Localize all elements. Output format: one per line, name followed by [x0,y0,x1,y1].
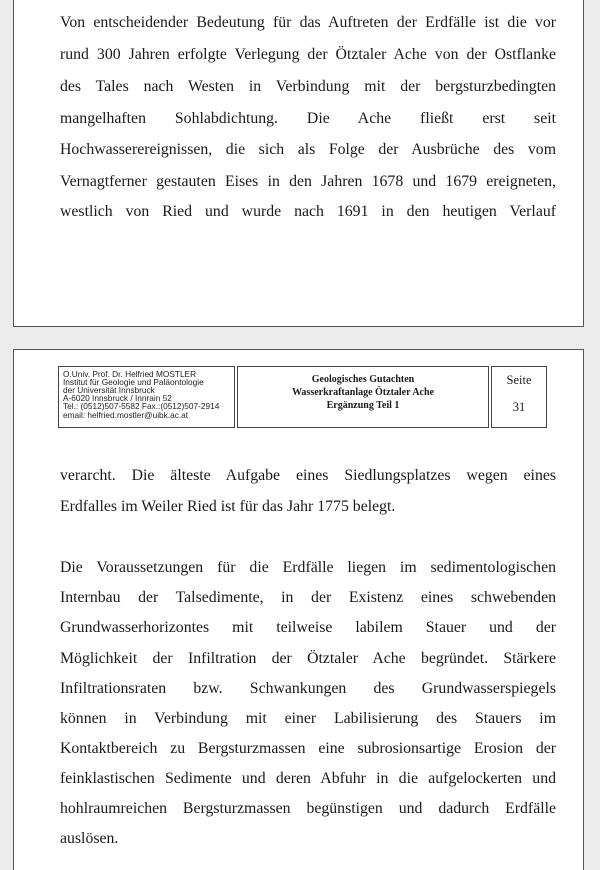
document-title: Geologisches Gutachten [311,374,415,385]
text-line: auslösen. [60,830,119,847]
text-line: rund 300 Jahren erfolgte Verlegung der Ötztaler Ache von der Ostflanke [60,46,556,63]
text-line: Grundwasserhorizontes mit teilweise labilem Stauer und der [60,619,556,636]
text-line: Internbau der Talsedimente, in der Existenz eines schwebenden [60,589,556,606]
text-line: Möglichkeit der Infiltration der Ötztaler Ache begründet. Stärkere [60,650,556,667]
text-line: können in Verbindung mit einer Labilisierung des Stauers im [60,710,556,727]
text-line: des Tales nach Westen in Verbindung mit der bergsturzbedingten [60,78,556,95]
page-number: 31 [512,400,526,414]
document-page-bottom [13,349,584,870]
text-line: westlich von Ried und wurde nach 1691 in den heutigen Verlauf [60,203,556,220]
document-title-box [237,366,489,428]
author-email: email: helfried.mostler@uibk.ac.at [63,410,189,420]
text-line: Infiltrationsraten bzw. Schwankungen des Grundwasserspiegels [60,680,556,697]
author-university: der Universität Innsbruck [63,385,155,395]
text-line: Erdfalles im Weiler Ried ist für das Jahr 1775 belegt. [60,498,396,515]
page-number-box [491,366,547,428]
author-info-box [58,366,235,428]
text-line: verarcht. Die älteste Aufgabe eines Siedlungsplatzes wegen eines [60,467,556,484]
document-page-top [13,0,584,327]
text-line: Von entscheidender Bedeutung für das Auftreten der Erdfälle ist die vor [60,14,556,31]
text-line: hohlraumreichen Bergsturzmassen begünstigen und dadurch Erdfälle [60,800,556,817]
page-label: Seite [506,373,532,387]
document-project: Wasserkraftanlage Ötztaler Ache [291,387,434,398]
document-part: Ergänzung Teil 1 [326,400,400,411]
text-line: mangelhaften Sohlabdichtung. Die Ache fließt erst seit [60,110,556,127]
text-line: Vernagtferner gestauten Eises in den Jahren 1678 und 1679 ereigneten, [60,173,556,190]
author-institute: Institut für Geologie und Paläontologie [63,377,204,387]
text-line: Die Voraussetzungen für die Erdfälle liegen im sedimentologischen [60,559,556,576]
text-line: Hochwasserereignissen, die sich als Folge der Ausbrüche des vom [60,141,556,158]
text-line: feinklastischen Sedimente und deren Abfuhr in die aufgelockerten und [60,770,556,787]
author-address: A-6020 Innsbruck / Innrain 52 [63,393,172,403]
text-line: Kontaktbereich zu Bergsturzmassen eine subrosionsartige Erosion der [60,740,556,757]
author-name: O.Univ. Prof. Dr. Helfried MOSTLER [63,369,197,379]
author-phone-fax: Tel.: (0512)507-5582 Fax.:(0512)507-2914 [63,401,220,411]
